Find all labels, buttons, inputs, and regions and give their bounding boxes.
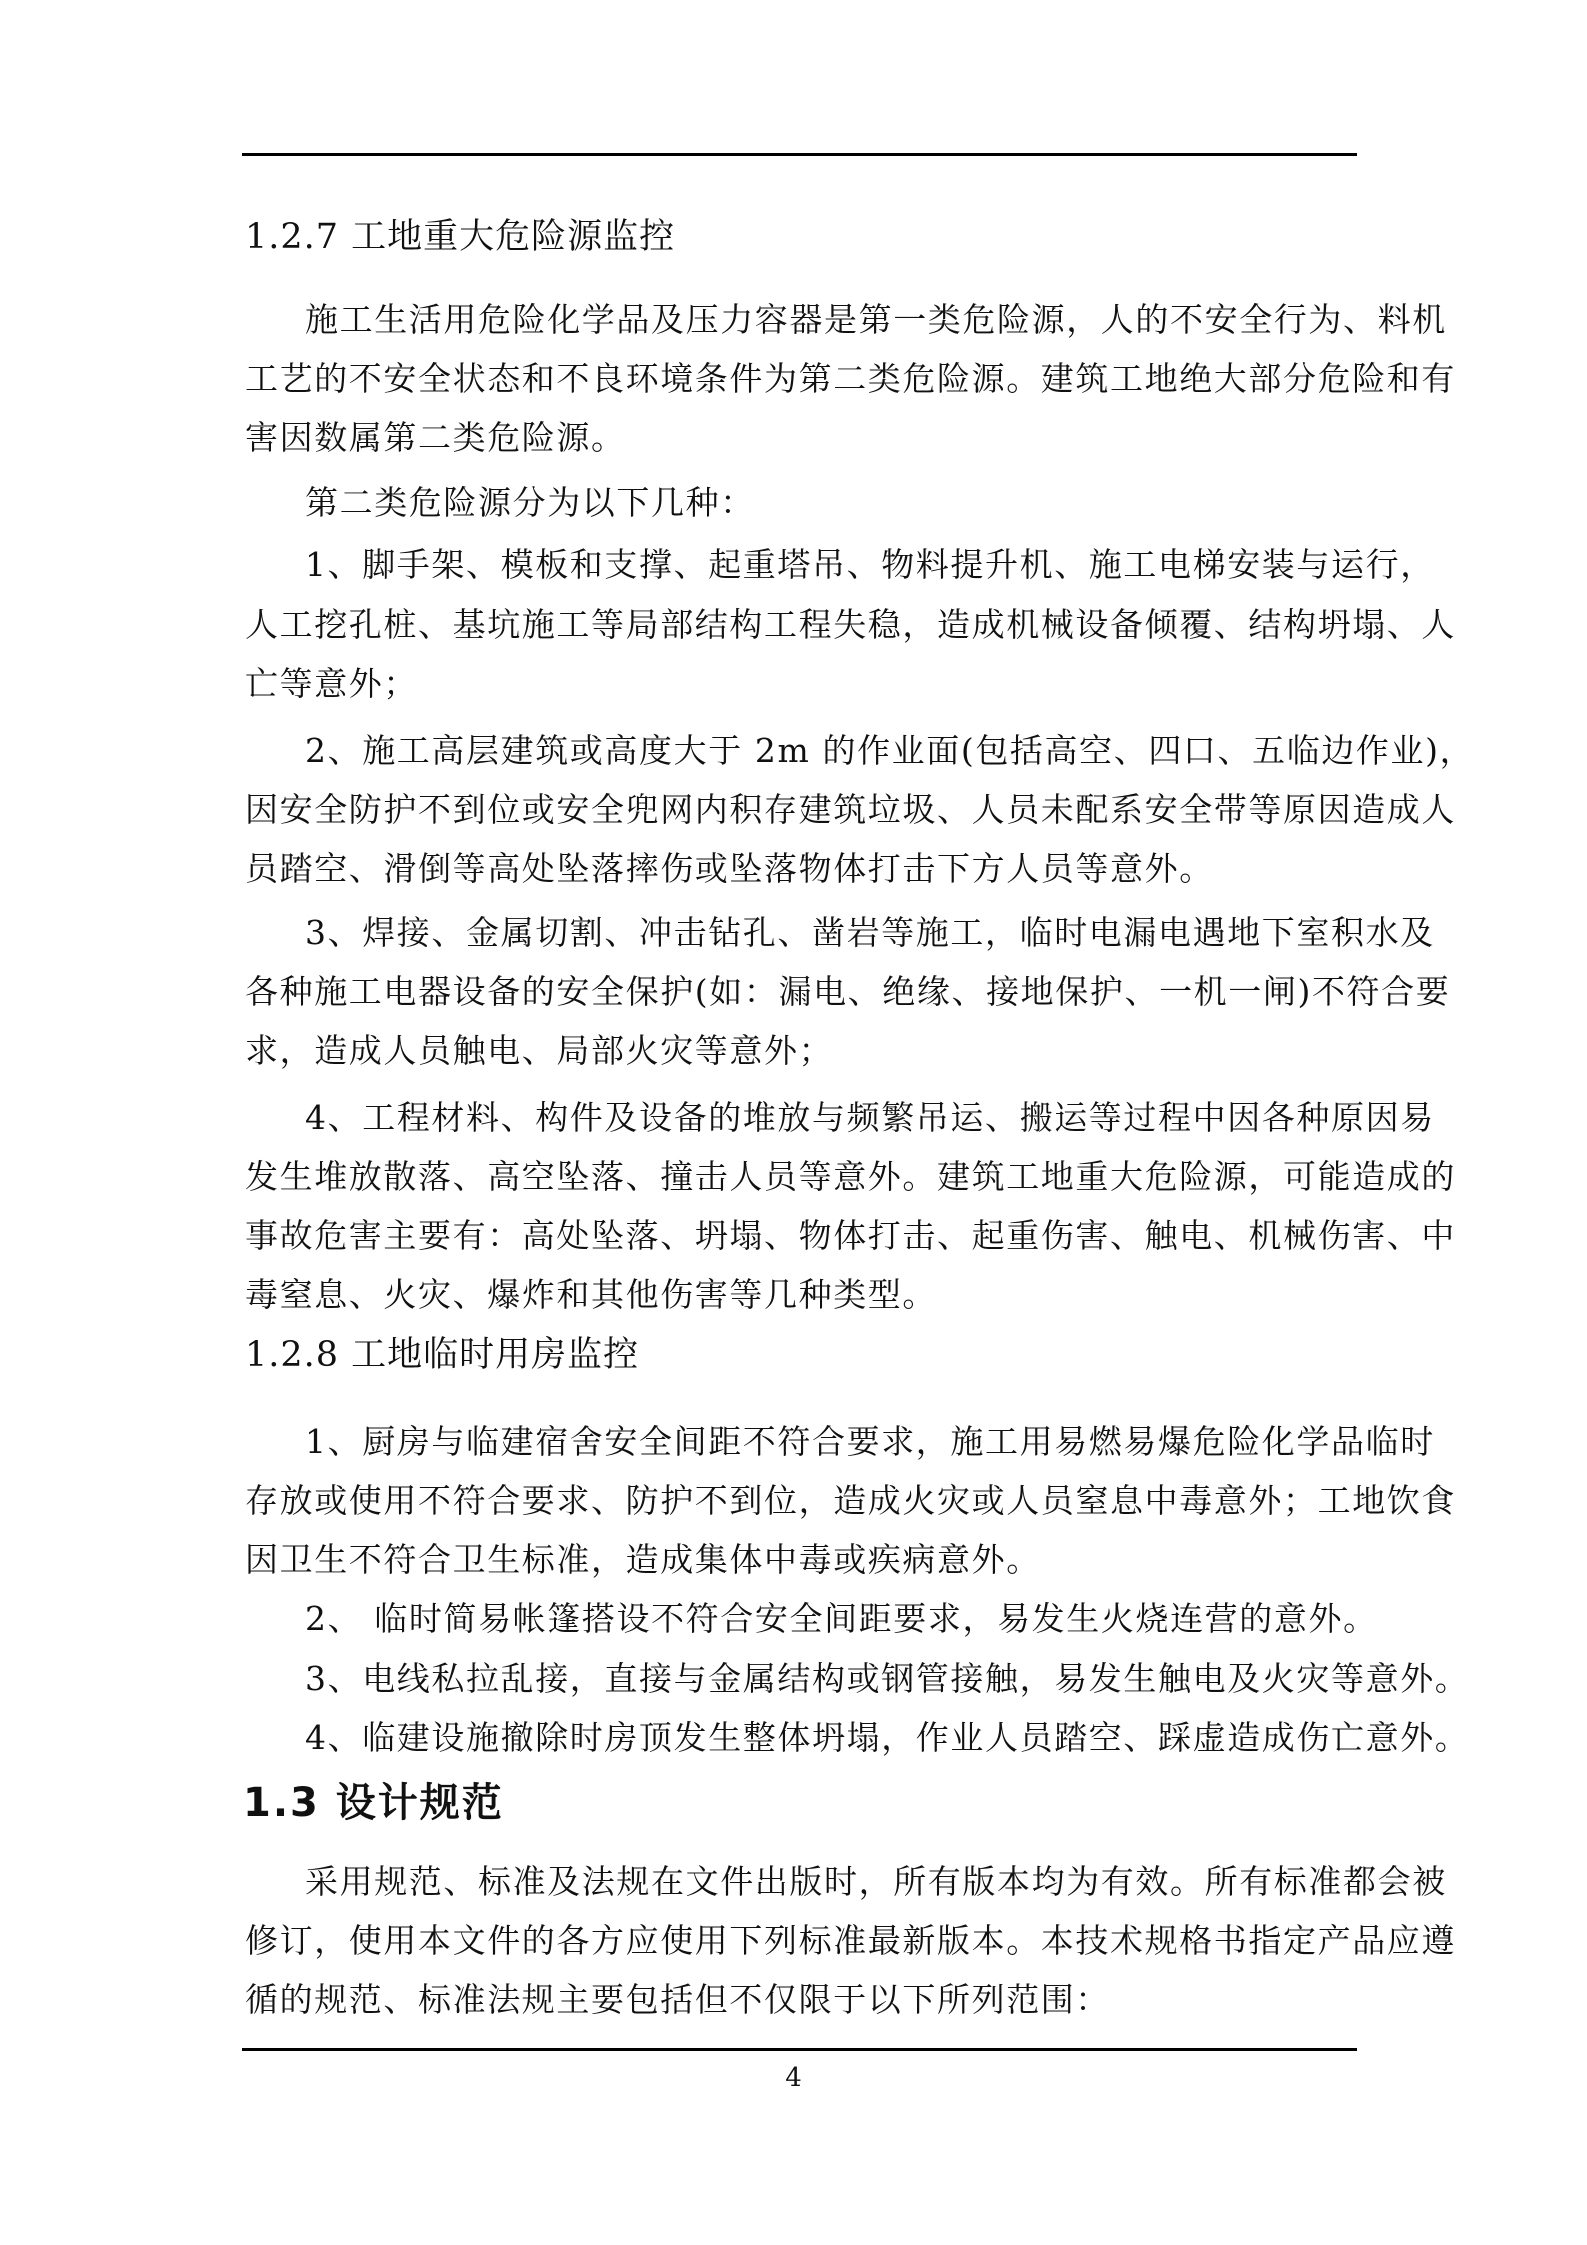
list-item-line: 因安全防护不到位或安全兜网内积存建筑垃圾、人员未配系安全带等原因造成人 — [245, 790, 1456, 829]
list-item-line: 1、厨房与临建宿舍安全间距不符合要求，施工用易燃易爆危险化学品临时 — [305, 1422, 1435, 1461]
list-item-line: 人工挖孔桩、基坑施工等局部结构工程失稳，造成机械设备倾覆、结构坍塌、人 — [245, 605, 1456, 644]
paragraph-line: 修订，使用本文件的各方应使用下列标准最新版本。本技术规格书指定产品应遵 — [245, 1921, 1456, 1960]
list-item-line: 事故危害主要有：高处坠落、坍塌、物体打击、起重伤害、触电、机械伤害、中 — [245, 1216, 1456, 1255]
list-item-line: 毒窒息、火灾、爆炸和其他伤害等几种类型。 — [245, 1275, 937, 1314]
paragraph-line: 工艺的不安全状态和不良环境条件为第二类危险源。建筑工地绝大部分危险和有 — [245, 359, 1456, 398]
list-item-line: 发生堆放散落、高空坠落、撞击人员等意外。建筑工地重大危险源，可能造成的 — [245, 1157, 1456, 1196]
list-item-line: 因卫生不符合卫生标准，造成集体中毒或疾病意外。 — [245, 1540, 1041, 1579]
list-item-line: 2、施工高层建筑或高度大于 2m 的作业面(包括高空、四口、五临边作业)， — [305, 731, 1475, 770]
list-item-line: 亡等意外； — [245, 664, 418, 703]
paragraph-line: 循的规范、标准法规主要包括但不仅限于以下所列范围： — [245, 1980, 1110, 2019]
list-item-line: 存放或使用不符合要求、防护不到位，造成火灾或人员窒息中毒意外；工地饮食 — [245, 1481, 1456, 1520]
list-item-line: 员踏空、滑倒等高处坠落摔伤或坠落物体打击下方人员等意外。 — [245, 849, 1214, 888]
paragraph-line: 采用规范、标准及法规在文件出版时，所有版本均为有效。所有标准都会被 — [305, 1862, 1447, 1901]
paragraph-line: 第二类危险源分为以下几种： — [305, 483, 755, 522]
footer-rule — [242, 2048, 1357, 2051]
section-heading-1-3: 1.3 设计规范 — [243, 1780, 504, 1826]
list-item-line: 2、 临时简易帐篷搭设不符合安全间距要求，易发生火烧连营的意外。 — [305, 1599, 1378, 1638]
paragraph-line: 害因数属第二类危险源。 — [245, 418, 626, 457]
header-rule — [242, 153, 1357, 156]
list-item-line: 4、工程材料、构件及设备的堆放与频繁吊运、搬运等过程中因各种原因易 — [305, 1098, 1435, 1137]
section-heading-1-2-7: 1.2.7 工地重大危险源监控 — [245, 217, 676, 257]
list-item-line: 求，造成人员触电、局部火灾等意外； — [245, 1031, 834, 1070]
section-heading-1-2-8: 1.2.8 工地临时用房监控 — [245, 1335, 640, 1375]
list-item-line: 3、电线私拉乱接，直接与金属结构或钢管接触，易发生触电及火灾等意外。 — [305, 1659, 1470, 1698]
page-number: 4 — [785, 2063, 802, 2093]
list-item-line: 各种施工电器设备的安全保护(如：漏电、绝缘、接地保护、一机一闸)不符合要 — [245, 972, 1451, 1011]
list-item-line: 4、临建设施撤除时房顶发生整体坍塌，作业人员踏空、踩虚造成伤亡意外。 — [305, 1718, 1470, 1757]
list-item-line: 1、脚手架、模板和支撑、起重塔吊、物料提升机、施工电梯安装与运行， — [305, 545, 1435, 584]
list-item-line: 3、焊接、金属切割、冲击钻孔、凿岩等施工，临时电漏电遇地下室积水及 — [305, 913, 1435, 952]
paragraph-line: 施工生活用危险化学品及压力容器是第一类危险源，人的不安全行为、料机 — [305, 300, 1447, 339]
